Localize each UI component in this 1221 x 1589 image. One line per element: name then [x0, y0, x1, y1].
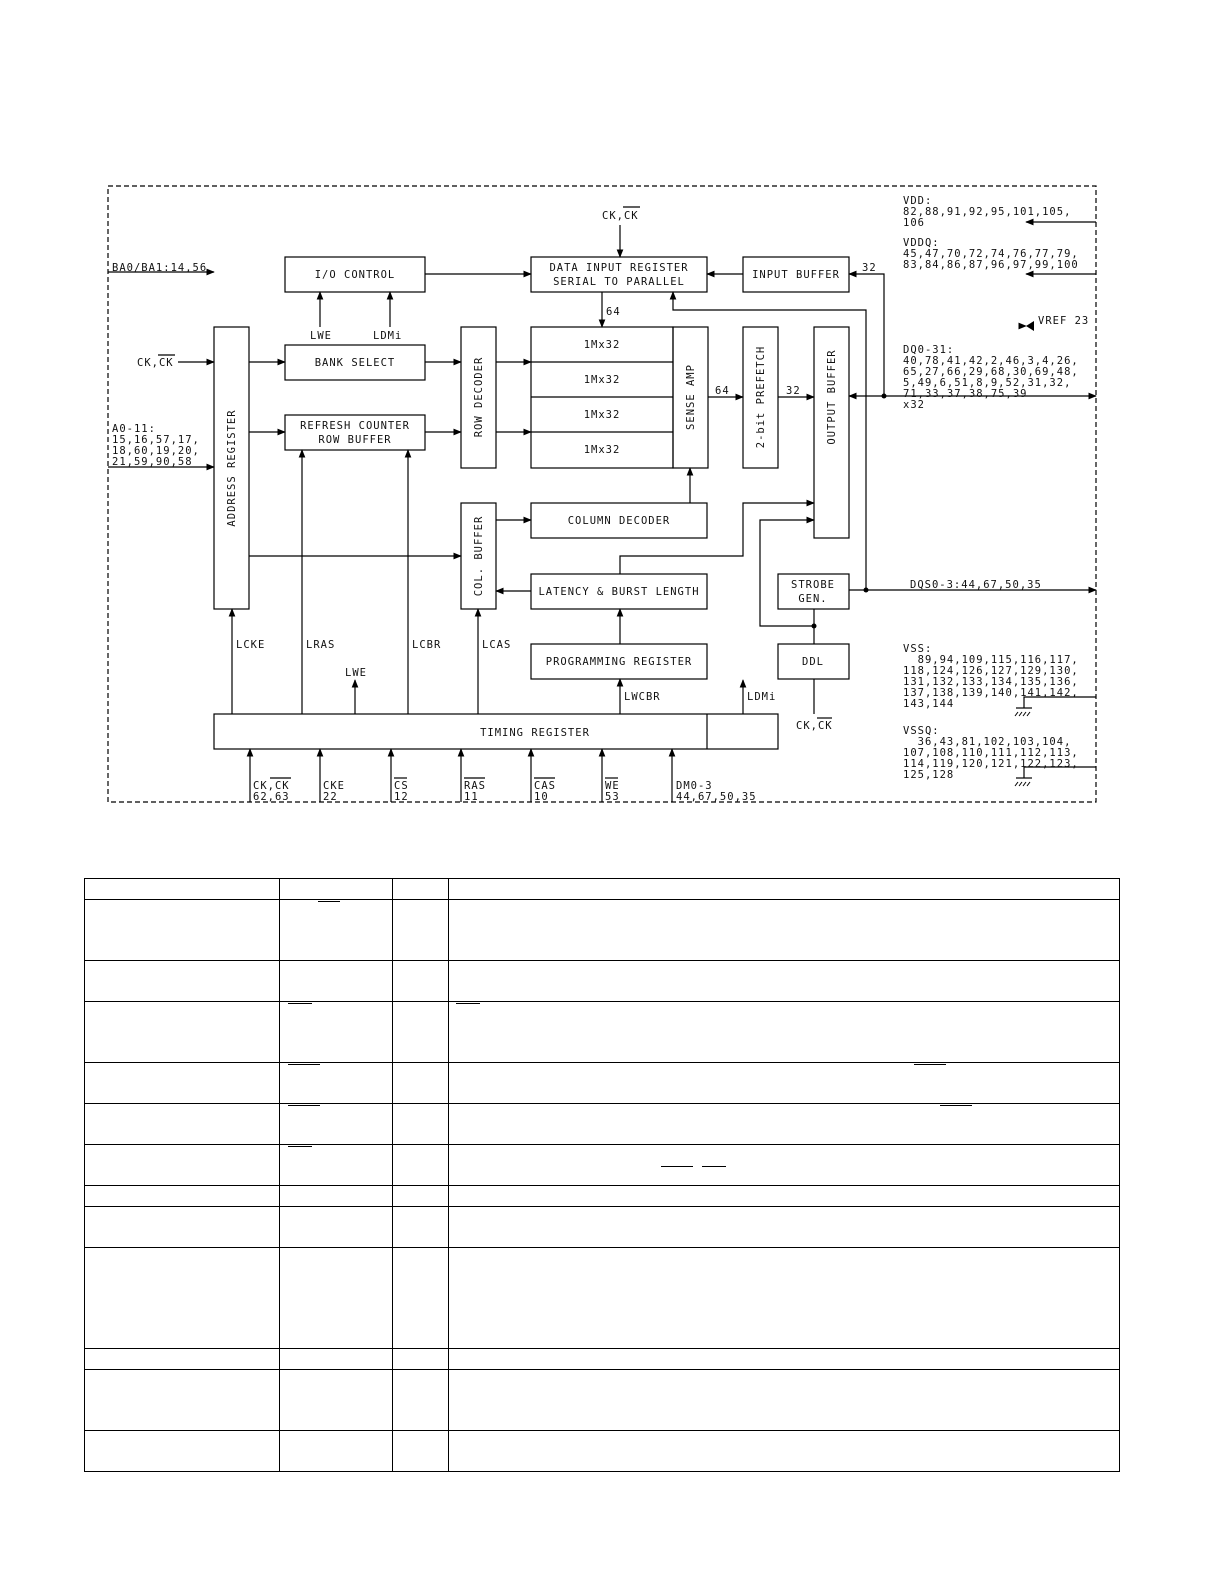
bottom-pin-num-1: 62,63: [253, 791, 290, 803]
column-decoder-label: COLUMN DECODER: [567, 515, 671, 527]
top-clock-label: CK,CK: [602, 210, 639, 222]
ddl-clock-label: CK,CK: [796, 720, 833, 732]
vss-line-2: 89,94,109,115,116,117,: [903, 654, 1079, 666]
overbar-mark: [288, 1064, 320, 1065]
vssq-line-3: 107,108,110,111,112,113,: [903, 747, 1079, 759]
bottom-pin-name-1: CK,CK: [253, 780, 290, 792]
strobe-label-1: STROBE: [791, 579, 835, 591]
bottom-pin-num-2: 22: [323, 791, 338, 803]
lwe-bottom-label: LWE: [345, 667, 367, 679]
table-row: [85, 1145, 1120, 1186]
table-row: [85, 1002, 1120, 1063]
vdd-line-2: 82,88,91,92,95,101,105,: [903, 206, 1072, 218]
bottom-pin-name-7: DM0-3: [676, 780, 713, 792]
bottom-pin-num-4: 11: [464, 791, 479, 803]
table-header-row: [85, 879, 1120, 900]
bus32-in-label: 32: [862, 262, 877, 274]
overbar-mark: [702, 1166, 726, 1167]
vref-label: VREF 23: [1038, 315, 1090, 327]
col-buffer-label: COL. BUFFER: [473, 515, 485, 597]
sense-amp-label: SENSE AMP: [685, 364, 697, 430]
table-row: [85, 1349, 1120, 1370]
lras-label: LRAS: [306, 639, 336, 651]
overbar-mark: [288, 1003, 312, 1004]
bottom-pin-num-7: 44,67,50,35: [676, 791, 757, 803]
timing-register-label: TIMING REGISTER: [480, 727, 590, 739]
bottom-pin-name-6: WE: [605, 780, 620, 792]
table-row: [85, 1063, 1120, 1104]
strobe-label-2: GEN.: [798, 593, 828, 605]
bottom-pin-num-6: 53: [605, 791, 620, 803]
overbar-mark: [914, 1064, 946, 1065]
table-row: [85, 1207, 1120, 1248]
table-row: [85, 961, 1120, 1002]
lwcbr-label: LWCBR: [624, 691, 661, 703]
pin-description-table: [84, 878, 1120, 1472]
overbar-mark: [288, 1146, 312, 1147]
cell-label-1: 1Mx32: [583, 339, 621, 351]
bottom-pin-name-4: RAS: [464, 780, 486, 792]
vdd-line-3: 106: [903, 217, 925, 229]
vddq-line-3: 83,84,86,87,96,97,99,100: [903, 259, 1079, 271]
io-control-label: I/O CONTROL: [314, 269, 396, 281]
cell-label-2: 1Mx32: [583, 374, 621, 386]
lcbr-label: LCBR: [412, 639, 442, 651]
bus32-mid-label: 32: [786, 385, 801, 397]
dqs-label: DQS0-3:44,67,50,35: [910, 579, 1042, 591]
vssq-line-1: VSSQ:: [903, 725, 940, 737]
overbar-mark: [940, 1105, 972, 1106]
prefetch-label: 2-bit PREFETCH: [755, 345, 767, 449]
vddq-line-2: 45,47,70,72,74,76,77,79,: [903, 248, 1079, 260]
input-buffer-label: INPUT BUFFER: [752, 269, 840, 281]
lcas-label: LCAS: [482, 639, 512, 651]
vssq-line-5: 125,128: [903, 769, 955, 781]
data-input-label-2: SERIAL TO PARALLEL: [553, 276, 685, 288]
table-row: [85, 1186, 1120, 1207]
bottom-pin-name-2: CKE: [323, 780, 345, 792]
vss-line-3: 118,124,126,127,129,130,: [903, 665, 1079, 677]
table-row: [85, 1248, 1120, 1349]
dq-line-4: 5,49,6,51,8,9,52,31,32,: [903, 377, 1072, 389]
row-decoder-label: ROW DECODER: [473, 356, 485, 438]
bank-pins-label: BA0/BA1:14,56: [112, 262, 208, 274]
vss-line-6: 143,144: [903, 698, 955, 710]
vdd-line-1: VDD:: [903, 195, 933, 207]
dq-line-1: DQ0-31:: [903, 344, 955, 356]
table-row: [85, 900, 1120, 961]
table-row: [85, 1370, 1120, 1431]
table-row: [85, 1104, 1120, 1145]
vssq-line-2: 36,43,81,102,103,104,: [903, 736, 1072, 748]
ddl-label: DDL: [802, 656, 824, 668]
lwe-top-label: LWE: [310, 330, 332, 342]
refresh-label-2: ROW BUFFER: [318, 434, 392, 446]
bottom-pin-num-5: 10: [534, 791, 549, 803]
addr-pins-line-1: A0-11:: [112, 423, 156, 435]
bus64-mid-label: 64: [715, 385, 730, 397]
overbar-mark: [318, 901, 340, 902]
vss-line-1: VSS:: [903, 643, 933, 655]
bank-select-label: BANK SELECT: [314, 357, 396, 369]
addr-pins-line-3: 18,60,19,20,: [112, 445, 200, 457]
dq-line-3: 65,27,66,29,68,30,69,48,: [903, 366, 1079, 378]
overbar-mark: [288, 1105, 320, 1106]
dq-line-6: x32: [903, 399, 925, 411]
lcke-label: LCKE: [236, 639, 266, 651]
addr-pins-line-4: 21,59,90,58: [112, 456, 193, 468]
latency-label: LATENCY & BURST LENGTH: [538, 586, 700, 598]
dq-line-2: 40,78,41,42,2,46,3,4,26,: [903, 355, 1079, 367]
bus64-top-label: 64: [606, 306, 621, 318]
ldmi-bottom-label: LDMi: [747, 691, 777, 703]
output-buffer-label: OUTPUT BUFFER: [826, 349, 838, 445]
addr-pins-line-2: 15,16,57,17,: [112, 434, 200, 446]
refresh-label-1: REFRESH COUNTER: [300, 420, 410, 432]
bottom-pin-num-3: 12: [394, 791, 409, 803]
cell-label-3: 1Mx32: [583, 409, 621, 421]
address-register-label: ADDRESS REGISTER: [226, 409, 238, 527]
vss-line-4: 131,132,133,134,135,136,: [903, 676, 1079, 688]
bottom-pin-name-5: CAS: [534, 780, 556, 792]
dq-line-5: 71,33,37,38,75,39: [903, 388, 1028, 400]
vss-line-5: 137,138,139,140,141,142,: [903, 687, 1079, 699]
vddq-line-1: VDDQ:: [903, 237, 940, 249]
addr-clock-label: CK,CK: [137, 357, 174, 369]
vssq-line-4: 114,119,120,121,122,123,: [903, 758, 1079, 770]
cell-label-4: 1Mx32: [583, 444, 621, 456]
programming-label: PROGRAMMING REGISTER: [545, 656, 693, 668]
data-input-label-1: DATA INPUT REGISTER: [549, 262, 689, 274]
overbar-mark: [661, 1166, 693, 1167]
table-row: [85, 1431, 1120, 1472]
bottom-pin-name-3: CS: [394, 780, 409, 792]
ldmi-top-label: LDMi: [373, 330, 403, 342]
overbar-mark: [456, 1003, 480, 1004]
